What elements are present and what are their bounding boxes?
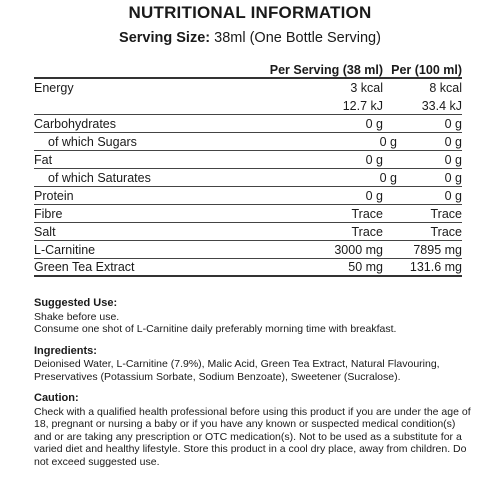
- per-serving-value: 0 g: [365, 152, 383, 167]
- caution-section: [34, 392, 474, 468]
- table-row: [34, 259, 462, 277]
- per-serving-value: 0 g: [365, 188, 383, 203]
- per-100ml-value: 0 g: [444, 188, 462, 203]
- table-row: [34, 79, 462, 97]
- per-100ml-value: 0 g: [444, 116, 462, 131]
- per-serving-value: 3000 mg: [334, 242, 383, 257]
- ingredients-text: Deionised Water, L-Carnitine (7.9%), Malic Acid, Green Tea Extract, Natural Flavouring, Preservatives (Potassium Sorbate, Sodium Benzoate), Sweetener (Sucralose).: [34, 358, 440, 383]
- per-serving-value: 50 mg: [348, 260, 383, 274]
- per-serving-value: 12.7 kJ: [342, 98, 383, 113]
- nutrient-name: Fibre: [34, 206, 63, 221]
- per-100ml-value: 0 g: [444, 152, 462, 167]
- caution-text: Check with a qualified health professional before using this product if you are under the age of 18, pregnant or nursing a baby or if you have any known or suspected medical condition(s) and or are taking any prescription or OTC medication(s). Not to be used as a substitute for a varied diet and healthy lifestyle. Store this product in a cool dry place, away from children. Do not exceed suggested use.: [34, 405, 471, 468]
- ingredients-title: Ingredients:: [34, 344, 97, 357]
- table-row: [34, 133, 462, 151]
- per-100ml-value: Trace: [430, 206, 462, 221]
- per-100ml-value: 0 g: [444, 170, 462, 185]
- table-row: [34, 241, 462, 259]
- per-100ml-value: 131.6 mg: [409, 260, 462, 274]
- suggested-use-line: Shake before use.: [34, 310, 120, 323]
- nutrient-name: L-Carnitine: [34, 242, 96, 257]
- nutrient-name: Energy: [34, 81, 74, 95]
- ingredients-section: [34, 345, 474, 384]
- per-serving-value: Trace: [351, 206, 383, 221]
- info-sections: [34, 297, 474, 477]
- serving-size: [0, 30, 500, 46]
- nutrient-name: Green Tea Extract: [34, 260, 135, 274]
- caution-title: Caution:: [34, 392, 79, 404]
- table-header: [34, 58, 462, 79]
- suggested-use-title: Suggested Use:: [34, 297, 118, 309]
- page-title: NUTRITIONAL INFORMATION: [128, 3, 372, 22]
- table-row: [34, 169, 462, 187]
- nutrient-name: of which Sugars: [48, 134, 137, 149]
- per-serving-value: 0 g: [379, 134, 397, 149]
- per-100ml-value: 0 g: [444, 134, 462, 149]
- per-100ml-value: 8 kcal: [429, 81, 462, 95]
- per-serving-value: 3 kcal: [350, 81, 383, 95]
- per-serving-value: Trace: [351, 224, 383, 239]
- nutrient-name: Protein: [34, 188, 74, 203]
- per-100ml-value: 7895 mg: [413, 242, 462, 257]
- table-row: [34, 151, 462, 169]
- header-per-serving: Per Serving (38 ml): [269, 63, 383, 77]
- per-serving-value: 0 g: [365, 116, 383, 131]
- nutrition-table: [34, 58, 462, 277]
- per-serving-value: 0 g: [379, 170, 397, 185]
- nutrient-name: of which Saturates: [48, 170, 151, 185]
- per-100ml-value: 33.4 kJ: [421, 98, 462, 113]
- table-body: [34, 79, 462, 277]
- nutrient-name: Fat: [34, 152, 53, 167]
- table-row: [34, 115, 462, 133]
- nutrient-name: Carbohydrates: [34, 116, 116, 131]
- serving-size-value: 38ml (One Bottle Serving): [214, 30, 381, 46]
- suggested-use-line: Consume one shot of L-Carnitine daily preferably morning time with breakfast.: [34, 323, 397, 335]
- table-row: [34, 187, 462, 205]
- suggested-use-section: [34, 297, 474, 336]
- nutrient-name: Salt: [34, 224, 56, 239]
- per-100ml-value: Trace: [430, 224, 462, 239]
- serving-size-label: Serving Size:: [119, 30, 211, 46]
- table-row: [34, 223, 462, 241]
- header-per-100ml: Per (100 ml): [391, 63, 462, 77]
- table-row: [34, 205, 462, 223]
- table-row: [34, 97, 462, 115]
